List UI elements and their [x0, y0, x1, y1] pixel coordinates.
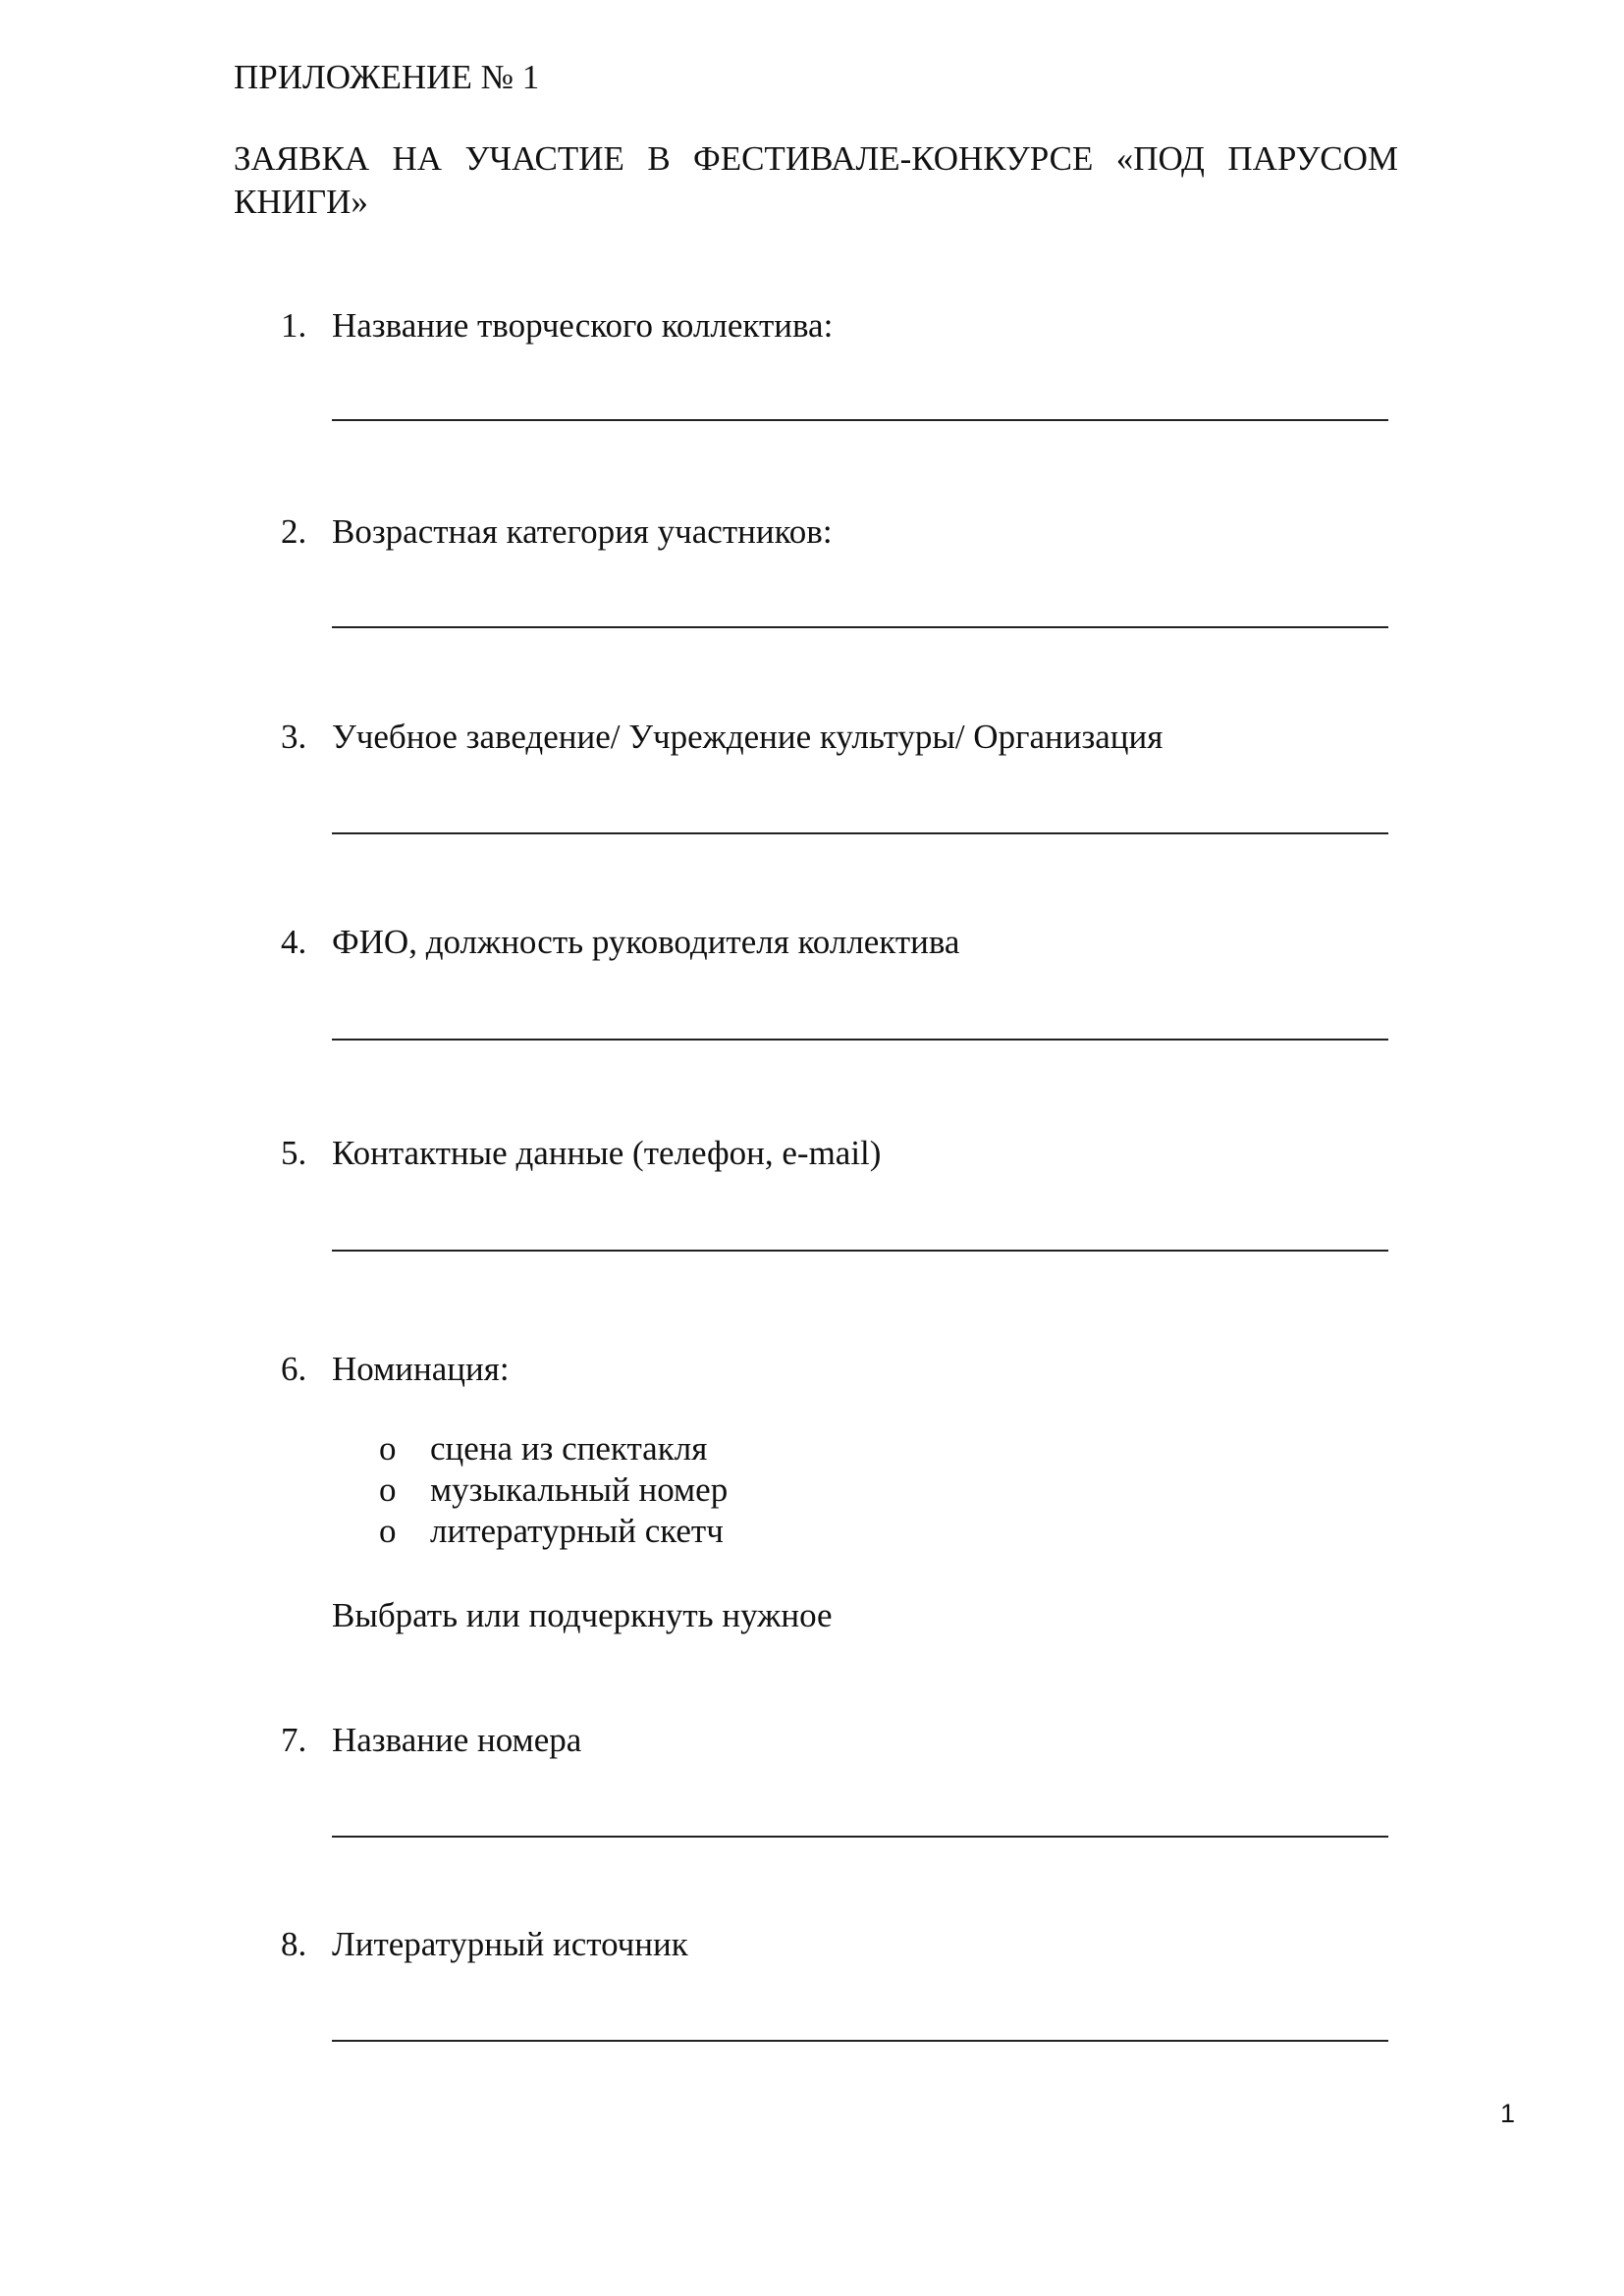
- form-item-1: [281, 303, 1390, 348]
- item-label: Номинация:: [332, 1350, 510, 1388]
- item-number: 2.: [281, 512, 307, 551]
- item-number: 5.: [281, 1134, 307, 1172]
- answer-line-leader[interactable]: [332, 1039, 1388, 1041]
- option-label: музыкальный номер: [430, 1470, 729, 1509]
- item-label: Название номера: [332, 1721, 582, 1759]
- option-label: сцена из спектакля: [430, 1429, 708, 1468]
- form-item-3: [281, 715, 1390, 760]
- form-item-5: [281, 1131, 1390, 1176]
- answer-line-contacts[interactable]: [332, 1250, 1388, 1252]
- answer-line-literary-source[interactable]: [332, 2040, 1388, 2042]
- page-number: 1: [1500, 2099, 1516, 2128]
- answer-line-institution[interactable]: [332, 832, 1388, 834]
- item-number: 1.: [281, 306, 307, 345]
- form-item-8: [281, 1922, 1390, 1967]
- item-label: Название творческого коллектива:: [332, 306, 834, 345]
- answer-line-age-category[interactable]: [332, 626, 1388, 628]
- item-number: 7.: [281, 1721, 307, 1759]
- item-number: 6.: [281, 1350, 307, 1388]
- option-bullet-icon: o: [379, 1512, 397, 1550]
- item-number: 8.: [281, 1925, 307, 1963]
- item-number: 4.: [281, 923, 307, 961]
- form-item-4: [281, 920, 1390, 965]
- item-number: 3.: [281, 718, 307, 756]
- option-bullet-icon: o: [379, 1470, 397, 1509]
- answer-line-act-title[interactable]: [332, 1836, 1388, 1838]
- answer-line-collective-name[interactable]: [332, 419, 1388, 421]
- item-label: Контактные данные (телефон, e-mail): [332, 1134, 882, 1172]
- form-item-2: [281, 509, 1390, 555]
- item-label: Литературный источник: [332, 1925, 688, 1963]
- option-bullet-icon: o: [379, 1429, 397, 1468]
- item-label: Возрастная категория участников:: [332, 512, 833, 551]
- nomination-hint: Выбрать или подчеркнуть нужное: [332, 1596, 833, 1634]
- form-item-7: [281, 1718, 1390, 1763]
- item-label: Учебное заведение/ Учреждение культуры/ Организация: [332, 718, 1164, 756]
- form-item-6: [281, 1347, 1390, 1392]
- item-label: ФИО, должность руководителя коллектива: [332, 923, 960, 961]
- appendix-label: ПРИЛОЖЕНИЕ № 1: [234, 58, 540, 96]
- option-label: литературный скетч: [430, 1512, 724, 1550]
- document-title: ЗАЯВКА НА УЧАСТИЕ В ФЕСТИВАЛЕ-КОНКУРСЕ «ПОД ПАРУСОМ КНИГИ»: [234, 139, 1398, 221]
